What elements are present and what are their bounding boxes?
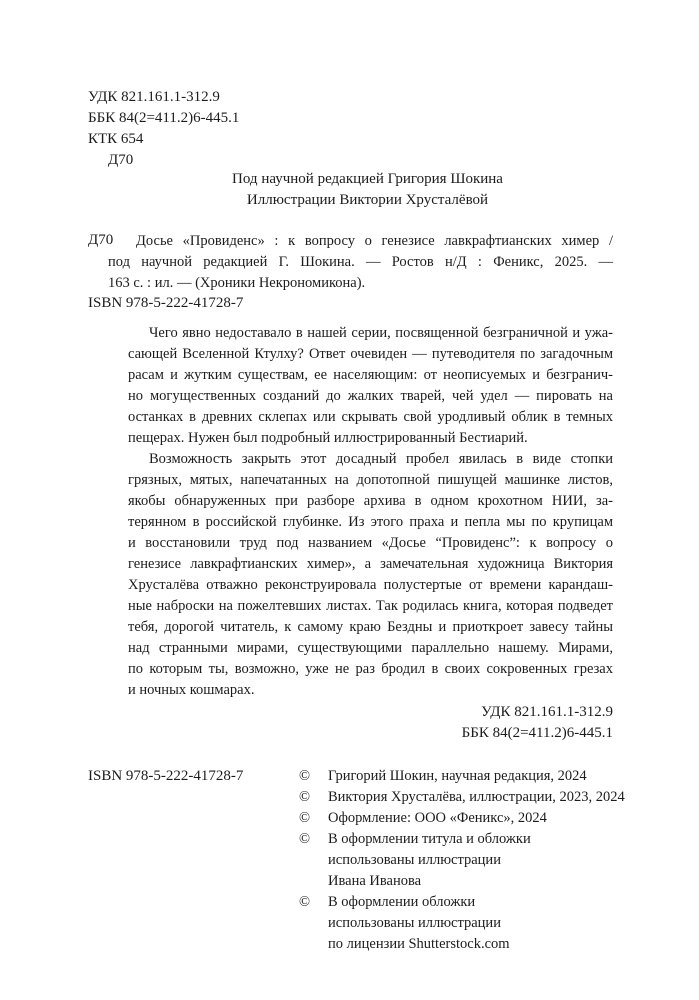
editor-credit: Под научной редакцией Григория Шокина [232, 171, 503, 187]
annotation-line: но могущественных созданий до жалких тварей, чей удел — пировать на [128, 388, 613, 404]
copyright-icon: © [299, 831, 311, 847]
copyright-line: Григорий Шокин, научная редакция, 2024 [328, 768, 587, 784]
annotation-line: над странными мирами, существующими параллельно нашему. Мирами, [128, 640, 613, 656]
annotation-line: Возможность закрыть этот досадный пробел явилась в виде стопки [149, 451, 613, 467]
copyright-line: Ивана Иванова [328, 873, 422, 889]
annotation-line: и восстановили труд под названием «Досье “Провиденс”: к вопросу о [128, 535, 613, 551]
bbk-code: ББК 84(2=411.2)6-445.1 [88, 110, 240, 126]
annotation-line: ные наброски на пожелтевших листах. Так родилась книга, которая подведет [128, 598, 613, 614]
copyright-icon: © [299, 894, 311, 910]
annotation-line: сающей Вселенной Ктулху? Ответ очевиден — путеводителя по загадочным [128, 346, 613, 362]
copyright-icon: © [299, 768, 311, 784]
bib-line-1: Досье «Провиденс» : к вопросу о генезисе лавкрафтианских химер / [136, 233, 613, 249]
annotation-line: по которым ты, возможно, уже не раз бродил в своих сокровенных грезах [128, 661, 613, 677]
bib-mark: Д70 [88, 232, 114, 248]
annotation-line: пещерах. Нужен был подробный иллюстрированный Бестиарий. [128, 430, 528, 446]
copyright-line: Оформление: ООО «Феникс», 2024 [328, 810, 547, 826]
udk-code-footer: УДК 821.161.1-312.9 [481, 704, 613, 720]
copyright-line: использованы иллюстрации [328, 852, 501, 868]
annotation-line: Хрусталёва отважно реконструировала полустертые от времени карандаш- [128, 577, 613, 593]
bbk-code-footer: ББК 84(2=411.2)6-445.1 [461, 725, 613, 741]
annotation-line: терянном в российской глубинке. Из этого праха и пепла мы по крупицам [128, 514, 613, 530]
bib-line-2: под научной редакцией Г. Шокина. — Ростов н/Д : Феникс, 2025. — [108, 254, 613, 270]
isbn-top: ISBN 978-5-222-41728-7 [88, 295, 244, 311]
copyright-line: В оформлении титула и обложки [328, 831, 531, 847]
author-mark: Д70 [108, 152, 134, 168]
bib-line-3: 163 с. : ил. — (Хроники Некрономикона). [108, 275, 366, 291]
annotation-line: и ночных кошмарах. [128, 682, 255, 698]
copyright-line: В оформлении обложки [328, 894, 476, 910]
ktk-code: КТК 654 [88, 131, 144, 147]
illustrator-credit: Иллюстрации Виктории Хрусталёвой [246, 192, 489, 208]
annotation-line: расам и жутким существам, ее населяющим: от неописуемых и безгранич- [128, 367, 613, 383]
copyright-line: по лицензии Shutterstock.com [328, 936, 510, 952]
annotation-line: останках в древних склепах или скрывать свой уродливый облик в темных [128, 409, 613, 425]
copyright-icon: © [299, 789, 311, 805]
annotation-line: Чего явно недоставало в нашей серии, посвященной безграничной и ужа- [149, 325, 613, 341]
isbn-bottom: ISBN 978-5-222-41728-7 [88, 768, 244, 784]
annotation-line: тебя, дорогой читатель, к самому краю Бездны и приоткроет завесу тайны [128, 619, 613, 635]
copyright-icon: © [299, 810, 311, 826]
copyright-line: Виктория Хрусталёва, иллюстрации, 2023, 2024 [328, 789, 625, 805]
annotation-line: генезисе лавкрафтианских химер», а замечательная художница Виктория [128, 556, 613, 572]
annotation-line: якобы обнаруженных при разборе архива в одном крохотном НИИ, за- [128, 493, 613, 509]
udk-code: УДК 821.161.1-312.9 [88, 89, 220, 105]
copyright-line: использованы иллюстрации [328, 915, 501, 931]
annotation-line: грязных, мятых, напечатанных на допотопной пишущей машинке листов, [128, 472, 613, 488]
